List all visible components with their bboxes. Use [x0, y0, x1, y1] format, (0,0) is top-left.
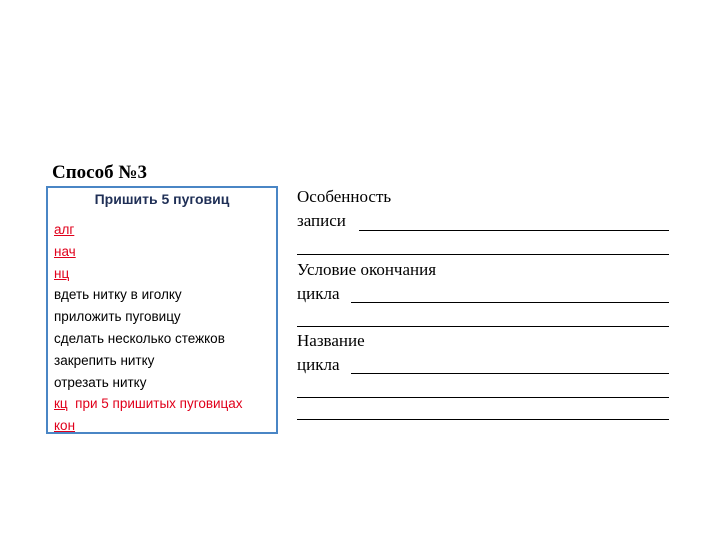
answer-line-2b[interactable] [297, 326, 669, 327]
algorithm-line [54, 219, 243, 241]
keyword-alg: алг [54, 222, 75, 237]
step-thread-needle: вдеть нитку в иголку [54, 287, 182, 303]
answer-line-2a[interactable] [351, 302, 669, 303]
step-fasten-thread: закрепить нитку [54, 352, 155, 368]
question-3-label-2: цикла [297, 355, 340, 374]
step-place-button: приложить пуговицу [54, 309, 181, 325]
question-1-label-2: записи [297, 211, 346, 230]
loop-condition: при 5 пришитых пуговицах [75, 396, 243, 412]
keyword-nc: нц [54, 265, 70, 281]
algorithm-line [54, 263, 243, 285]
question-2-label: Условие окончания [297, 260, 437, 279]
algorithm-line [54, 372, 243, 394]
algorithm-line [54, 350, 243, 372]
algorithm-line [54, 328, 243, 350]
question-2-label-2: цикла [297, 284, 340, 303]
answer-line-3c[interactable] [297, 419, 669, 420]
algorithm-title: Пришить 5 пуговиц [94, 191, 230, 207]
algorithm-line [54, 306, 243, 328]
step-stitches: сделать несколько стежков [54, 330, 225, 346]
answer-line-1a[interactable] [359, 230, 669, 231]
algorithm-line [54, 284, 243, 306]
question-1-label: Особенность [297, 187, 392, 206]
keyword-kon: кон [54, 418, 76, 434]
step-cut-thread: отрезать нитку [54, 374, 147, 390]
algorithm-line [54, 393, 243, 415]
algorithm-line [54, 415, 243, 437]
answer-line-3b[interactable] [297, 397, 669, 398]
algorithm-lines [54, 219, 243, 437]
algorithm-box [46, 186, 278, 434]
algorithm-line [54, 241, 243, 263]
keyword-kc: кц [54, 396, 68, 412]
answer-line-3a[interactable] [351, 373, 669, 374]
page-heading: Способ №3 [52, 162, 147, 183]
question-3-label: Название [297, 331, 365, 350]
keyword-nach: нач [54, 243, 76, 259]
answer-line-1b[interactable] [297, 254, 669, 255]
